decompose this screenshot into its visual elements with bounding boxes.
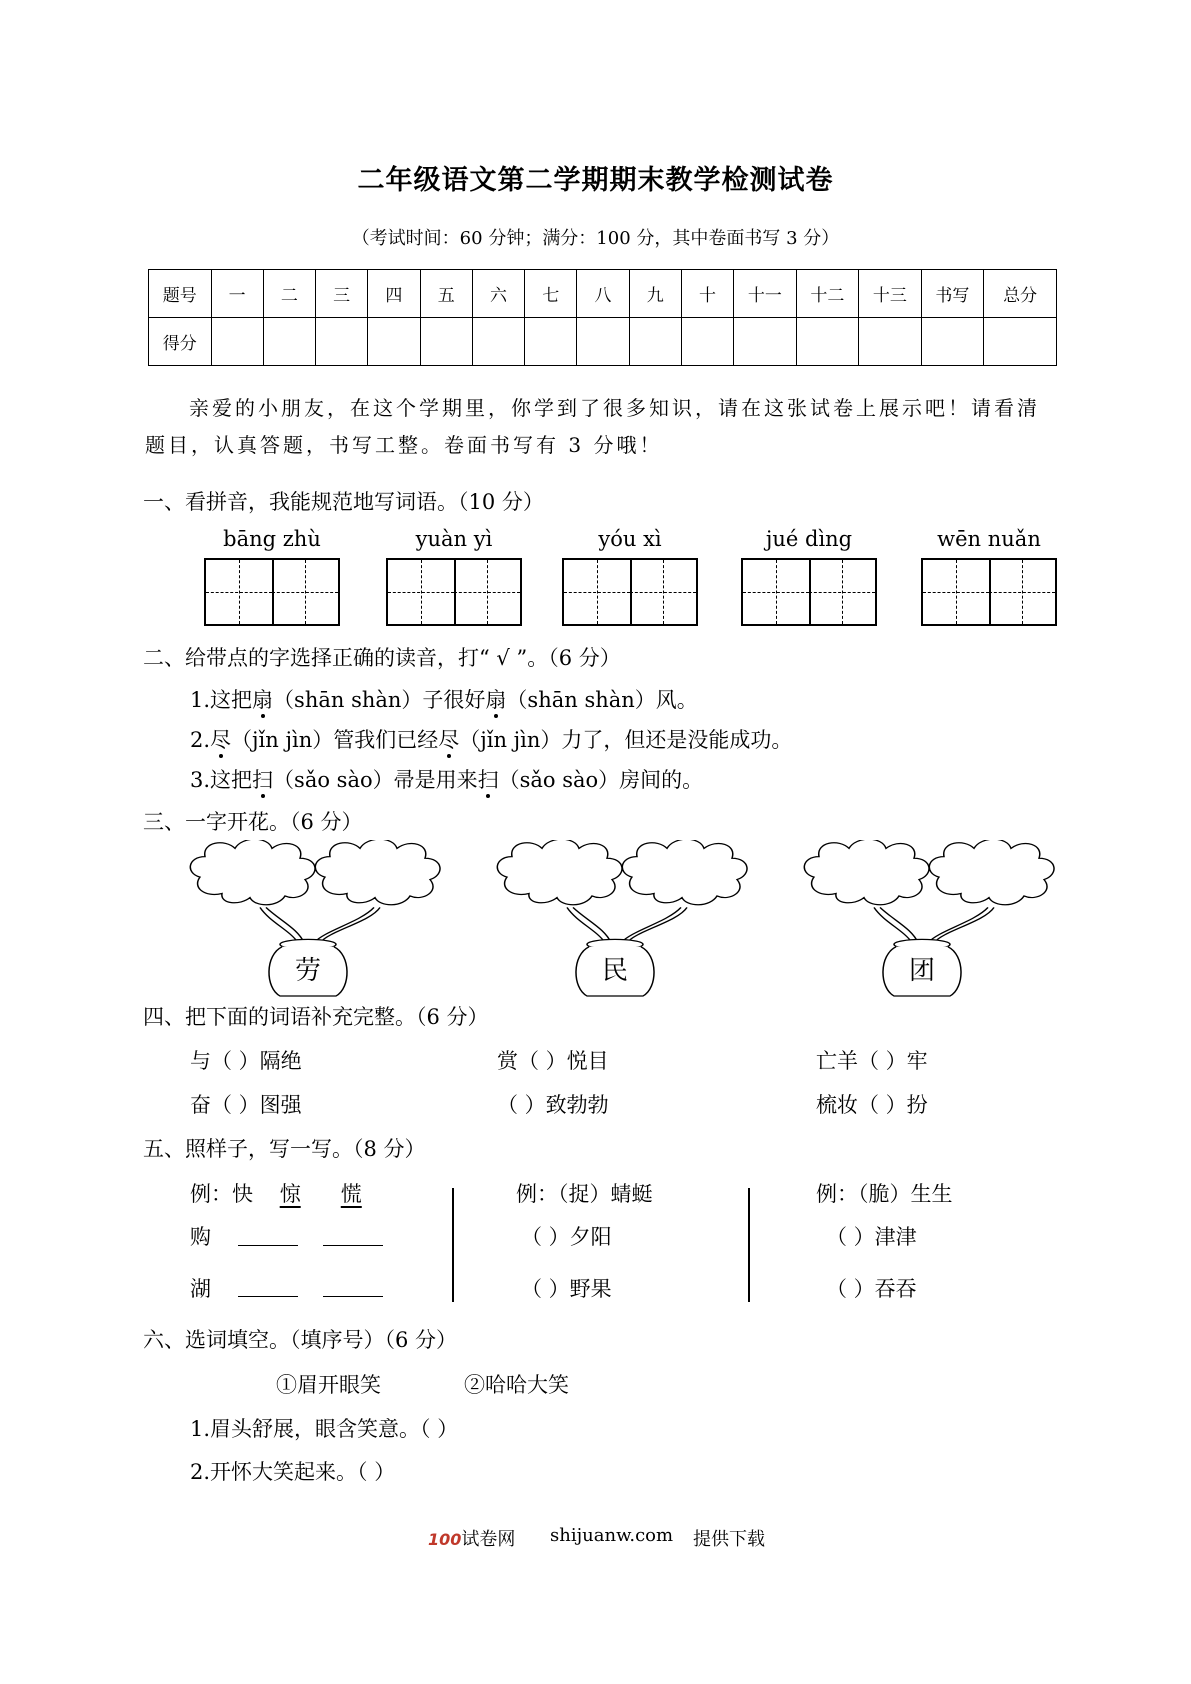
score-cell[interactable] — [796, 318, 859, 366]
q2-item-2: 2.尽（jǐn jìn）管我们已经尽（jǐn jìn）力了，但还是没能成功。 — [190, 724, 792, 754]
score-cell[interactable] — [681, 318, 733, 366]
q5-example-3: 例：（脆）生生 — [816, 1182, 953, 1206]
header-cell: 题号 — [149, 270, 212, 318]
q5-row: 购 — [190, 1225, 211, 1249]
score-table-header-row — [149, 270, 1057, 318]
header-cell: 十一 — [734, 270, 797, 318]
score-cell[interactable] — [921, 318, 984, 366]
header-cell: 五 — [420, 270, 472, 318]
header-cell: 四 — [368, 270, 420, 318]
footer-text: 提供下载 — [693, 1529, 765, 1550]
q6-item: 2.开怀大笑起来。（ ） — [190, 1460, 396, 1484]
divider — [452, 1188, 454, 1302]
q4-item: 梳妆（ ）扮 — [816, 1093, 928, 1117]
q5-example-2: 例：（捉）蜻蜓 — [516, 1182, 653, 1206]
writing-grid[interactable] — [386, 558, 522, 626]
score-cell[interactable] — [263, 318, 315, 366]
q2-heading: 二、给带点的字选择正确的读音，打“ √ ”。（6 分） — [143, 646, 621, 670]
logo-100: 100 — [428, 1530, 462, 1549]
header-cell: 一 — [211, 270, 263, 318]
q4-item: 奋（ ）图强 — [190, 1093, 302, 1117]
vase-char: 民 — [601, 956, 628, 986]
header-cell: 七 — [525, 270, 577, 318]
score-cell[interactable] — [734, 318, 797, 366]
score-cell[interactable] — [984, 318, 1057, 366]
header-cell: 八 — [577, 270, 629, 318]
q5-row: （ ）津津 — [826, 1225, 917, 1249]
score-cell[interactable] — [211, 318, 263, 366]
q4-item: 与（ ）隔绝 — [190, 1049, 302, 1073]
q5-example-1: 例：快 惊 慌 — [190, 1182, 362, 1206]
exam-info: （考试时间：60 分钟；满分：100 分，其中卷面书写 3 分） — [351, 228, 840, 249]
footer-brand: 100试卷网 — [428, 1529, 516, 1550]
writing-grid[interactable] — [562, 558, 698, 626]
q6-option: ①眉开眼笑 — [276, 1373, 381, 1397]
header-cell: 十二 — [796, 270, 859, 318]
score-cell[interactable] — [316, 318, 368, 366]
footer-url[interactable]: shijuanw.com — [550, 1525, 674, 1546]
pinyin-label: yóu xì — [598, 527, 662, 551]
pinyin-label: bāng zhù — [223, 527, 321, 551]
writing-grid[interactable] — [204, 558, 340, 626]
answer-blank[interactable] — [323, 1295, 383, 1297]
q5-row: 湖 — [190, 1277, 211, 1301]
q4-item: （ ）致勃勃 — [497, 1093, 609, 1117]
answer-blank[interactable] — [238, 1295, 298, 1297]
pinyin-label: jué dìng — [765, 527, 853, 551]
score-cell[interactable] — [368, 318, 420, 366]
vase-char: 劳 — [294, 956, 321, 986]
writing-grid[interactable] — [921, 558, 1057, 626]
header-cell: 十 — [681, 270, 733, 318]
q5-row: （ ）野果 — [521, 1277, 612, 1301]
score-table-score-row — [149, 318, 1057, 366]
q5-heading: 五、照样子，写一写。（8 分） — [143, 1137, 426, 1161]
writing-grid[interactable] — [741, 558, 877, 626]
vase-char: 团 — [908, 956, 935, 986]
header-cell: 九 — [629, 270, 681, 318]
answer-blank[interactable] — [323, 1244, 383, 1246]
score-table — [148, 269, 1057, 366]
header-cell: 六 — [472, 270, 524, 318]
q5-row: （ ）吞吞 — [826, 1277, 917, 1301]
score-cell[interactable] — [629, 318, 681, 366]
q6-heading: 六、选词填空。（填序号）（6 分） — [143, 1328, 458, 1352]
q4-heading: 四、把下面的词语补充完整。（6 分） — [143, 1005, 489, 1029]
header-cell: 书写 — [921, 270, 984, 318]
pinyin-label: yuàn yì — [415, 527, 493, 551]
score-cell[interactable] — [472, 318, 524, 366]
page-title: 二年级语文第二学期期末教学检测试卷 — [357, 165, 834, 196]
pinyin-label: wēn nuǎn — [937, 527, 1041, 551]
q5-row: （ ）夕阳 — [521, 1225, 612, 1249]
q1-heading: 一、看拼音，我能规范地写词语。（10 分） — [143, 490, 544, 514]
answer-blank[interactable] — [238, 1244, 298, 1246]
q6-item: 1.眉头舒展，眼含笑意。（ ） — [190, 1417, 459, 1441]
q6-option: ②哈哈大笑 — [464, 1373, 569, 1397]
header-cell: 十三 — [859, 270, 922, 318]
q3-heading: 三、一字开花。（6 分） — [143, 810, 363, 834]
divider — [748, 1188, 750, 1302]
header-cell: 二 — [263, 270, 315, 318]
score-label-cell: 得分 — [149, 318, 212, 366]
score-cell[interactable] — [420, 318, 472, 366]
q2-item-3: 3.这把扫（sǎo sào）帚是用来扫（sǎo sào）房间的。 — [190, 764, 703, 794]
q4-item: 亡羊（ ）牢 — [816, 1049, 928, 1073]
intro-text: 亲爱的小朋友，在这个学期里，你学到了很多知识，请在这张试卷上展示吧！请看清题目，认真答题，书写工整。卷面书写有 3 分哦！ — [145, 396, 1040, 457]
header-cell: 三 — [316, 270, 368, 318]
header-cell: 总分 — [984, 270, 1057, 318]
score-cell[interactable] — [859, 318, 922, 366]
q2-item-1: 1.这把扇（shān shàn）子很好扇（shān shàn）风。 — [190, 684, 698, 714]
score-cell[interactable] — [525, 318, 577, 366]
q4-item: 赏（ ）悦目 — [497, 1049, 609, 1073]
score-cell[interactable] — [577, 318, 629, 366]
